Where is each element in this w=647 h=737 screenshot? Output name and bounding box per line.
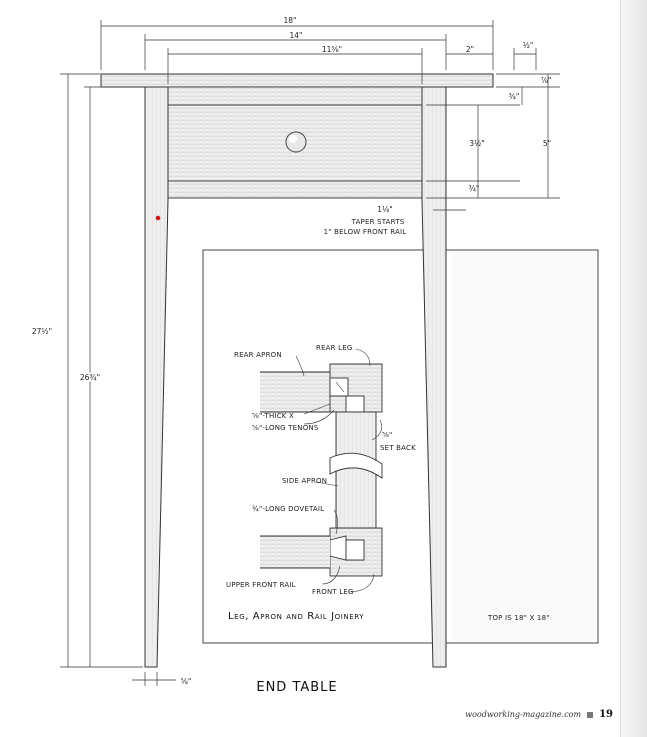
front-rail (168, 181, 422, 198)
taper-note-line1: Taper starts (351, 218, 405, 226)
dim-top-width: 18" (283, 16, 297, 25)
taper-note-line2: 1" below front rail (323, 228, 407, 236)
dim-foot: ⅝" (180, 677, 192, 686)
apron (168, 87, 422, 198)
label-upper-front-rail: Upper front rail (226, 581, 296, 589)
page-number: 19 (599, 709, 613, 720)
footer-square-icon (587, 712, 593, 718)
dim-rail-height: ¾" (468, 184, 480, 193)
dim-top-to-rail: ⅞" (540, 76, 552, 85)
label-dovetail: ¾"-long dovetail (252, 505, 325, 513)
left-leg (145, 87, 168, 667)
table-top (101, 74, 493, 87)
label-front-leg: Front leg (312, 588, 354, 596)
drawer-knob (286, 132, 306, 152)
drawing-title: End Table (256, 680, 338, 695)
label-setback-line1: ⅝" (382, 431, 393, 439)
dim-leg-span: 14" (289, 31, 303, 40)
dim-leg-height: 26¾" (79, 373, 101, 382)
dim-overhang: 2" (465, 45, 475, 54)
dim-taper-end: 1⅛" (377, 205, 393, 214)
label-tenon-line2: ⅝"-long tenons (252, 424, 319, 432)
dim-apron-height: 5" (542, 139, 552, 148)
red-dot (156, 216, 161, 221)
label-rear-apron: Rear apron (234, 351, 282, 359)
label-setback-line2: set back (380, 444, 416, 452)
top-size-note: Top is 18" x 18" (488, 614, 550, 622)
label-tenon-line1: ⅝"-thick x (252, 412, 294, 420)
label-rear-leg: Rear leg (316, 344, 353, 352)
page-footer (465, 709, 613, 720)
footer-site: woodworking-magazine.com (465, 710, 582, 719)
dim-drawer-height: 3½" (469, 139, 485, 148)
label-side-apron: Side apron (282, 477, 328, 485)
inset-shade (452, 252, 596, 641)
dim-overall-height: 27½" (31, 327, 53, 336)
dim-top-thickness: ½" (522, 41, 534, 50)
dim-drawer-width: 11⅝" (321, 45, 343, 54)
inset-title: Leg, Apron and Rail Joinery (228, 611, 365, 622)
dim-rail-gap: ¾" (508, 92, 520, 101)
